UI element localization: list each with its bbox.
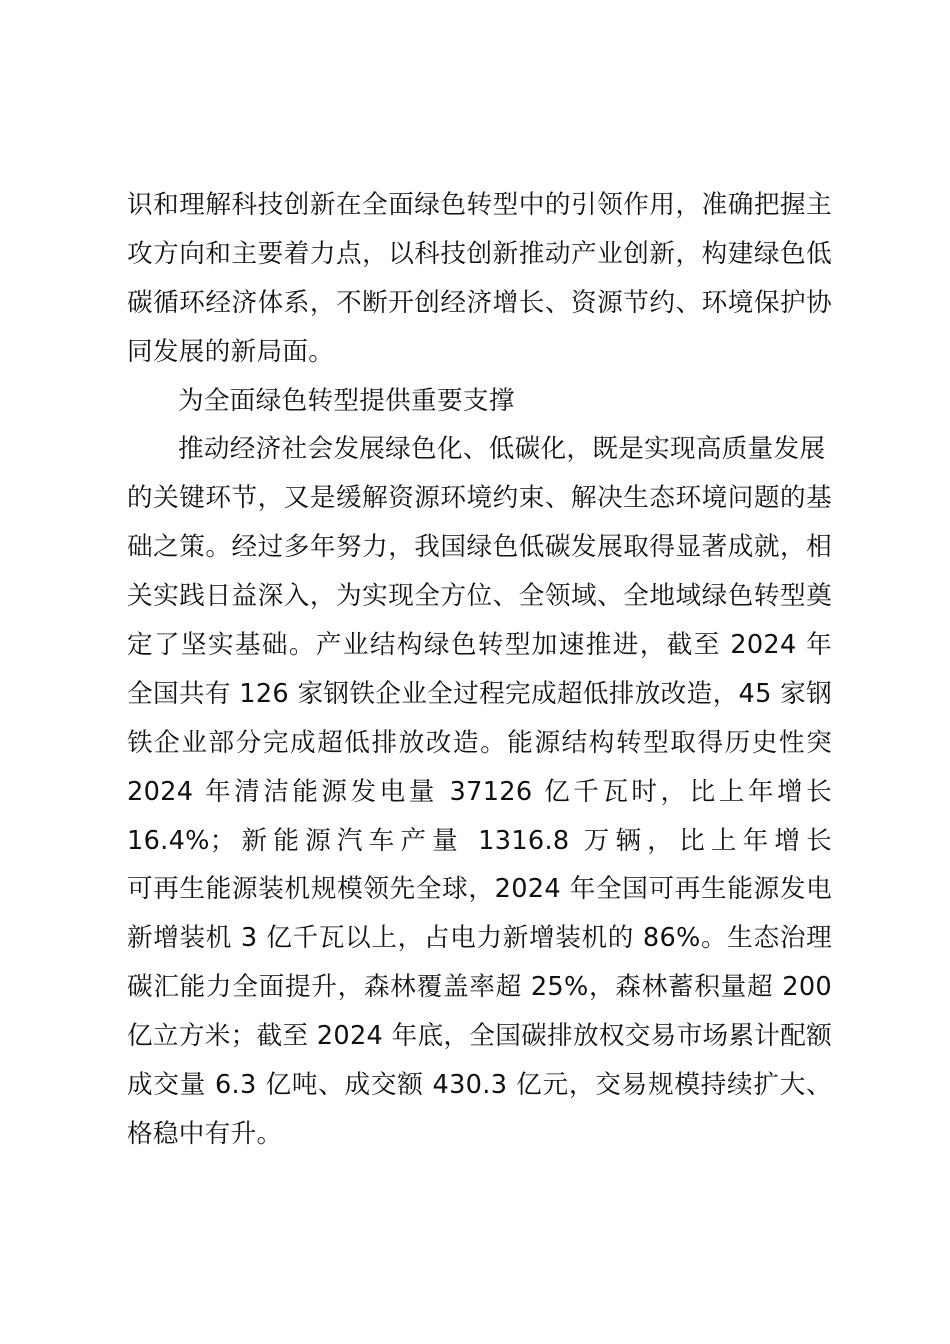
paragraph-line: 础之策。经过多年努力，我国绿色低碳发展取得显著成就，相 [127, 532, 832, 563]
paragraph-line: 同发展的新局面。 [127, 336, 335, 367]
paragraph-line: 攻方向和主要着力点，以科技创新推动产业创新，构建绿色低 [127, 238, 832, 269]
paragraph-line: 16.4%；新能源汽车产量 1316.8 万辆，比上年增长 [127, 825, 832, 856]
paragraph-line: 全国共有 126 家钢铁企业全过程完成超低排放改造，45 家钢 [127, 678, 832, 709]
paragraph-line: 碳汇能力全面提升，森林覆盖率超 25%，森林蓄积量超 200 [127, 972, 832, 1003]
paragraph-line: 定了坚实基础。产业结构绿色转型加速推进，截至 2024 年 [127, 630, 832, 661]
paragraph-line: 关实践日益深入，为实现全方位、全领域、全地域绿色转型奠 [127, 581, 832, 612]
document-body [127, 181, 832, 1159]
paragraph-line: 格稳中有升。 [127, 1118, 283, 1149]
paragraph-line: 2024 年清洁能源发电量 37126 亿千瓦时，比上年增长 [127, 776, 832, 807]
paragraph-line: 可再生能源装机规模领先全球，2024 年全国可再生能源发电 [127, 874, 832, 905]
paragraph-line: 新增装机 3 亿千瓦以上，占电力新增装机的 86%。生态治理 [127, 923, 832, 954]
paragraph-line: 成交量 6.3 亿吨、成交额 430.3 亿元，交易规模持续扩大、 [127, 1070, 832, 1101]
paragraph-line: 识和理解科技创新在全面绿色转型中的引领作用，准确把握主 [127, 190, 832, 220]
paragraph-line: 的关键环节，又是缓解资源环境约束、解决生态环境问题的基 [127, 483, 832, 514]
section-heading: 为全面绿色转型提供重要支撑 [178, 385, 515, 416]
paragraph-line: 碳循环经济体系，不断开创经济增长、资源节约、环境保护协 [127, 287, 832, 318]
paragraph-line: 铁企业部分完成超低排放改造。能源结构转型取得历史性突 [127, 727, 832, 758]
paragraph-line: 推动经济社会发展绿色化、低碳化，既是实现高质量发展 [178, 434, 826, 465]
paragraph-line: 亿立方米；截至 2024 年底，全国碳排放权交易市场累计配额 [127, 1021, 832, 1052]
